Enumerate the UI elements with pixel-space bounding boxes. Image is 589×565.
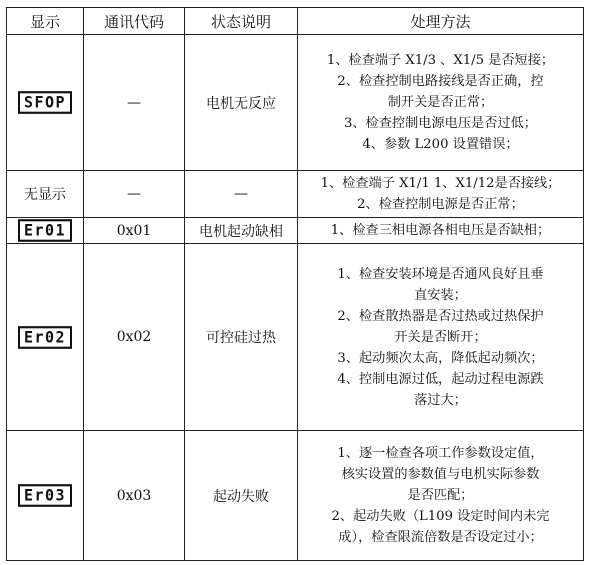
method-cell bbox=[298, 171, 584, 218]
method-line: 直安装； bbox=[414, 287, 467, 303]
method-cell bbox=[298, 35, 584, 171]
header-status: 状态说明 bbox=[185, 8, 298, 35]
method-line: 1、检查端子 X1/1 1、X1/12是否接线； bbox=[320, 176, 561, 191]
display-cell bbox=[7, 431, 84, 561]
method-line: 1、检查安装环境是否通风良好且垂 bbox=[337, 266, 544, 282]
method-cell bbox=[298, 244, 584, 431]
comm-code-cell: 0x01 bbox=[84, 218, 185, 244]
comm-code-cell: 0x03 bbox=[84, 431, 185, 561]
display-cell bbox=[7, 35, 84, 171]
method-line: 落过大； bbox=[414, 392, 467, 408]
comm-code-cell: — bbox=[84, 35, 185, 171]
method-line: 2、起动失败（L109 设定时间内未完 bbox=[331, 509, 550, 524]
method-line: 4、参数 L200 设置错误； bbox=[362, 137, 519, 152]
segment-display-code: SFOP bbox=[18, 91, 72, 114]
status-cell: 起动失败 bbox=[185, 431, 298, 561]
table-row bbox=[7, 35, 584, 171]
segment-display-code: Er01 bbox=[18, 219, 72, 242]
method-line: 是否匹配； bbox=[407, 488, 474, 503]
method-cell bbox=[298, 218, 584, 244]
status-cell: 电机无反应 bbox=[185, 35, 298, 171]
segment-display-code: Er02 bbox=[18, 326, 72, 349]
header-display: 显示 bbox=[7, 8, 84, 35]
method-line: 核实设置的参数值与电机实际参数 bbox=[341, 467, 540, 482]
method-line: 1、逐一检查各项工作参数设定值， bbox=[337, 446, 544, 461]
status-cell: 可控硅过热 bbox=[185, 244, 298, 431]
header-row bbox=[7, 8, 584, 35]
method-line: 成），检查限流倍数是否设定过小； bbox=[338, 530, 543, 545]
table-row bbox=[7, 218, 584, 244]
method-line: 制开关是否正常； bbox=[387, 95, 494, 110]
method-line: 4、控制电源过低，起动过程电源跌 bbox=[337, 371, 544, 387]
method-cell bbox=[298, 431, 584, 561]
method-line: 1、检查端子 X1/3 、X1/5 是否短接； bbox=[326, 53, 555, 68]
status-cell: — bbox=[185, 171, 298, 218]
method-line: 2、检查控制电源是否正常； bbox=[357, 197, 524, 212]
method-line: 开关是否断开； bbox=[394, 329, 487, 345]
status-cell: 电机起动缺相 bbox=[185, 218, 298, 244]
display-cell bbox=[7, 218, 84, 244]
method-line: 2、检查控制电路接线是否正确，控 bbox=[337, 74, 544, 89]
method-line: 1、检查三相电源各相电压是否缺相； bbox=[330, 223, 551, 238]
fault-table bbox=[6, 7, 584, 561]
display-text: 无显示 bbox=[24, 187, 66, 203]
table-row bbox=[7, 244, 584, 431]
method-line: 3、检查控制电源电压是否过低； bbox=[343, 116, 537, 131]
segment-display-code: Er03 bbox=[18, 484, 72, 507]
header-code: 通讯代码 bbox=[84, 8, 185, 35]
table-row bbox=[7, 171, 584, 218]
display-cell bbox=[7, 171, 84, 218]
comm-code-cell: — bbox=[84, 171, 185, 218]
display-cell bbox=[7, 244, 84, 431]
method-line: 3、起动频次太高，降低起动频次； bbox=[337, 350, 544, 366]
header-method: 处理方法 bbox=[298, 8, 584, 35]
comm-code-cell: 0x02 bbox=[84, 244, 185, 431]
method-line: 2、检查散热器是否过热或过热保护 bbox=[337, 308, 544, 324]
table-row bbox=[7, 431, 584, 561]
